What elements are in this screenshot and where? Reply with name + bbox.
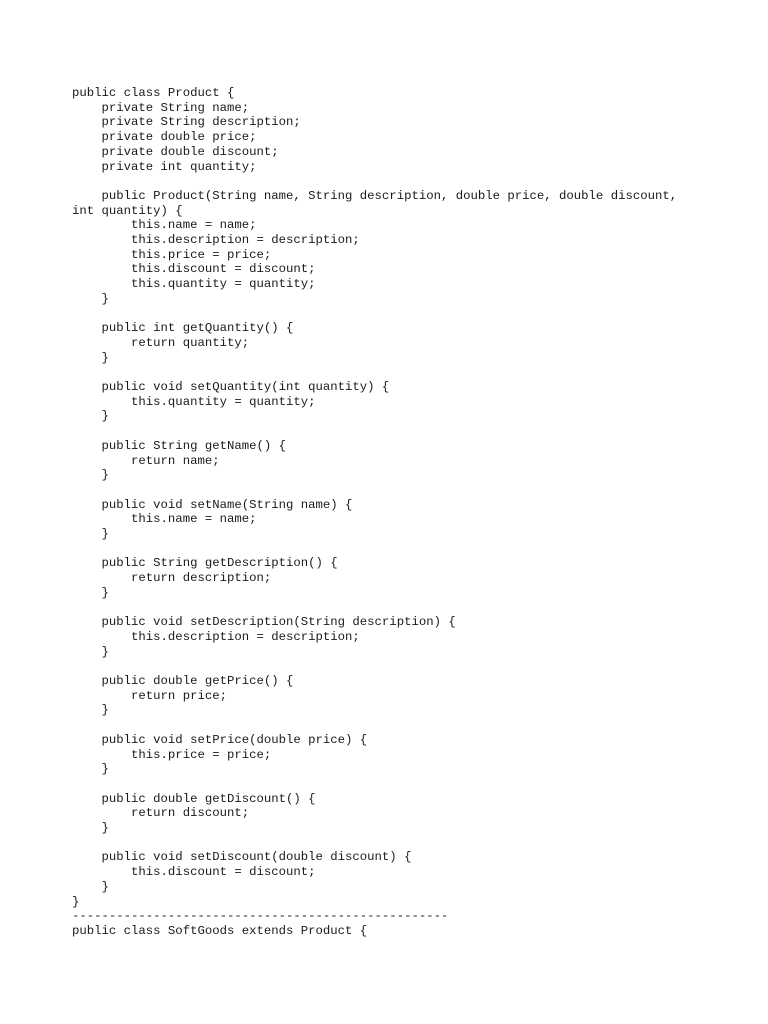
code-line: return quantity; xyxy=(72,335,250,350)
code-line: public double getPrice() { xyxy=(72,674,294,688)
code-line: } xyxy=(72,291,109,306)
code-line: } xyxy=(72,585,109,600)
code-line xyxy=(72,659,712,674)
code-line: return discount; xyxy=(72,806,250,821)
code-line: } xyxy=(72,350,109,365)
code-line: } xyxy=(72,468,109,483)
code-line: public Product(String name, String description, double price, double discount, xyxy=(72,188,678,203)
code-line: public String getName() { xyxy=(72,438,287,453)
code-line: private String description; xyxy=(72,115,301,130)
code-line: --------------------------------------------------- xyxy=(72,909,449,924)
code-line: } xyxy=(72,762,109,777)
code-line xyxy=(72,365,712,380)
code-line: public void setDiscount(double discount) { xyxy=(72,850,412,865)
code-line: } xyxy=(72,644,109,659)
code-line: public void setQuantity(int quantity) { xyxy=(72,380,390,395)
code-line: this.description = description; xyxy=(72,233,360,248)
code-line xyxy=(72,424,712,439)
code-line xyxy=(72,542,712,557)
code-line: this.quantity = quantity; xyxy=(72,394,316,409)
code-line xyxy=(72,718,712,733)
code-line: public int getQuantity() { xyxy=(72,321,294,336)
code-line: public void setPrice(double price) { xyxy=(72,732,368,747)
code-line: return price; xyxy=(72,688,227,703)
code-line: this.price = price; xyxy=(72,747,272,762)
code-line: public void setName(String name) { xyxy=(72,497,353,512)
code-line: return description; xyxy=(72,571,272,586)
code-line: this.name = name; xyxy=(72,512,257,527)
code-line: private String name; xyxy=(72,100,250,115)
code-line: public double getDiscount() { xyxy=(72,791,316,806)
code-line xyxy=(72,777,712,792)
code-line: this.name = name; xyxy=(72,218,257,233)
code-line: int quantity) { xyxy=(72,203,183,218)
code-line xyxy=(72,836,712,851)
code-line: } xyxy=(72,821,109,835)
code-line: this.discount = discount; xyxy=(72,865,316,880)
code-line: public class Product { xyxy=(72,86,235,100)
code-line: private double price; xyxy=(72,130,257,145)
code-line xyxy=(72,483,712,498)
code-listing xyxy=(72,86,712,939)
code-line: this.discount = discount; xyxy=(72,262,316,277)
code-line xyxy=(72,307,712,322)
code-line: } xyxy=(72,409,109,424)
code-line: public void setDescription(String description) { xyxy=(72,615,456,630)
code-line: return name; xyxy=(72,453,220,468)
code-line: this.quantity = quantity; xyxy=(72,277,316,292)
code-line xyxy=(72,174,712,189)
code-line: public class SoftGoods extends Product { xyxy=(72,923,368,938)
code-line: this.description = description; xyxy=(72,629,360,644)
code-line: } xyxy=(72,879,109,894)
code-line: public String getDescription() { xyxy=(72,556,338,571)
code-line: } xyxy=(72,894,80,909)
code-line: private int quantity; xyxy=(72,159,257,174)
code-line: this.price = price; xyxy=(72,247,272,262)
code-line: private double discount; xyxy=(72,144,279,159)
code-line: } xyxy=(72,527,109,542)
code-line xyxy=(72,601,712,616)
code-line: } xyxy=(72,703,109,718)
